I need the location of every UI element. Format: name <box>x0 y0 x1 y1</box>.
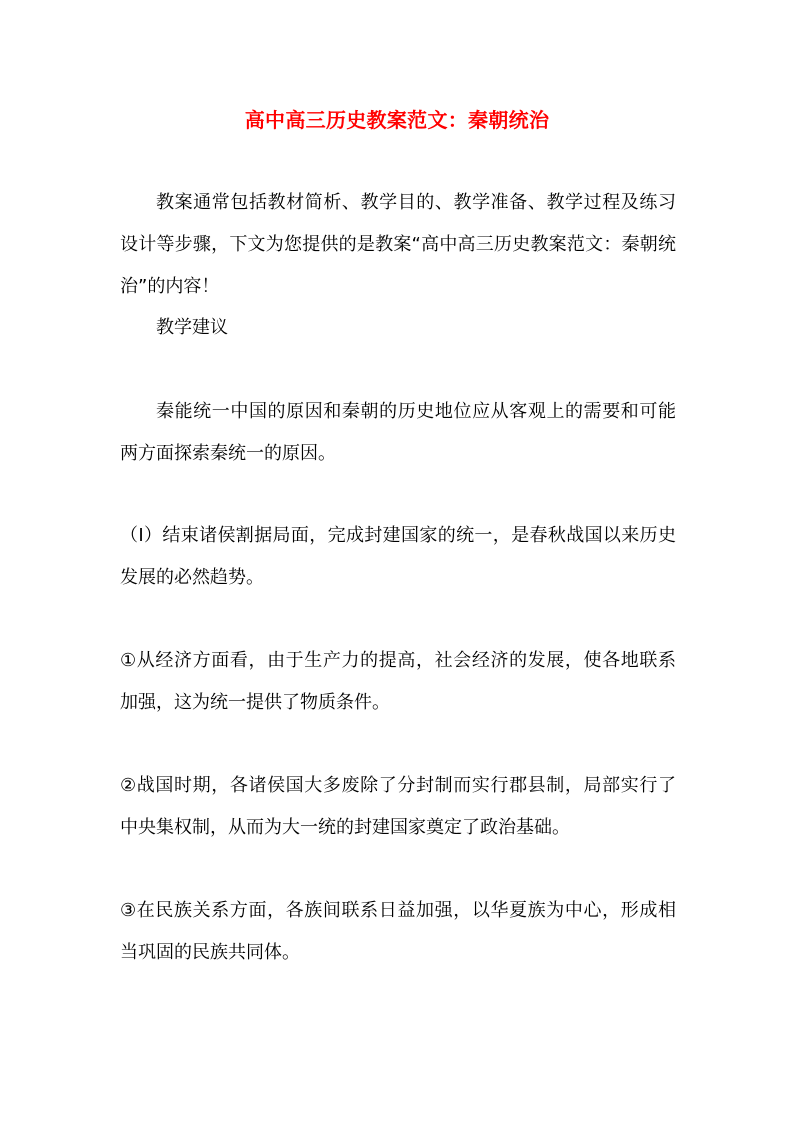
body-paragraph-unification-reasons: 秦能统一中国的原因和秦朝的历史地位应从客观上的需要和可能两方面探索秦统一的原因。 <box>120 401 676 464</box>
body-paragraph-economic: ①从经济方面看，由于生产力的提高，社会经济的发展，使各地联系加强，这为统一提供了物质条件。 <box>120 650 676 713</box>
intro-paragraph: 教案通常包括教材简析、教学目的、教学准备、教学过程及练习设计等步骤，下文为您提供的是教案“高中高三历史教案范文：秦朝统治”的内容！ <box>120 192 676 297</box>
section-heading-teaching-suggestions: 教学建议 <box>156 317 228 338</box>
body-paragraph-point-1: （Ⅰ）结束诸侯割据局面，完成封建国家的统一，是春秋战国以来历史发展的必然趋势。 <box>120 525 676 588</box>
body-paragraph-political: ②战国时期，各诸侯国大多废除了分封制而实行郡县制，局部实行了中央集权制，从而为大一统的封建国家奠定了政治基础。 <box>120 775 676 838</box>
body-paragraph-ethnic: ③在民族关系方面，各族间联系日益加强，以华夏族为中心，形成相当巩固的民族共同体。 <box>120 900 676 963</box>
document-title: 高中高三历史教案范文：秦朝统治 <box>244 108 550 132</box>
